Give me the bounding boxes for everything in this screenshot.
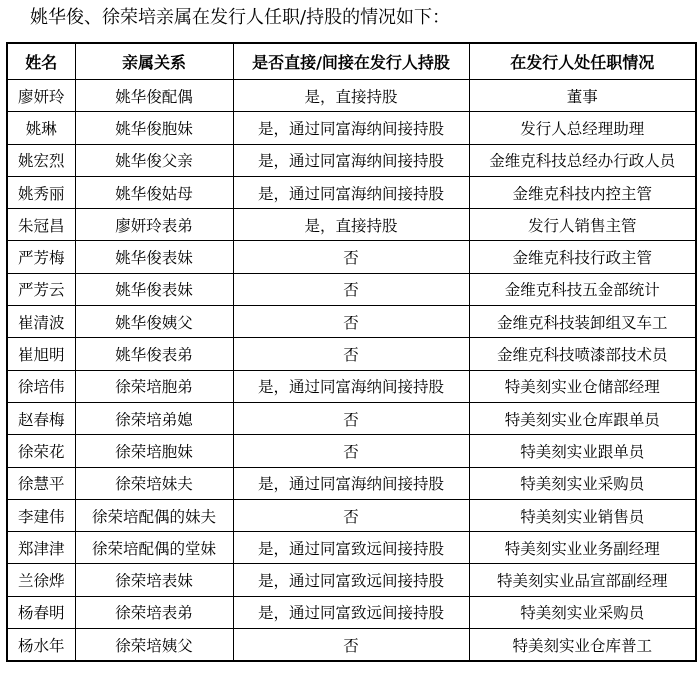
header-position: 在发行人处任职情况 [469, 43, 696, 80]
cell-relationship: 徐荣培胞妹 [75, 435, 233, 467]
table-row [7, 306, 696, 338]
cell-position: 发行人总经理助理 [469, 112, 696, 144]
cell-relationship: 徐荣培弟媳 [75, 402, 233, 434]
cell-shareholding: 是，通过同富海纳间接持股 [233, 144, 469, 176]
cell-relationship: 廖妍玲表弟 [75, 209, 233, 241]
cell-shareholding: 否 [233, 338, 469, 370]
cell-name: 李建伟 [7, 499, 75, 531]
cell-relationship: 徐荣培配偶的妹夫 [75, 499, 233, 531]
cell-name: 兰徐烨 [7, 564, 75, 596]
cell-relationship: 徐荣培胞弟 [75, 370, 233, 402]
cell-relationship: 徐荣培配偶的堂妹 [75, 532, 233, 564]
table-row [7, 112, 696, 144]
cell-shareholding: 是，直接持股 [233, 209, 469, 241]
cell-relationship: 徐荣培表妹 [75, 564, 233, 596]
cell-relationship: 徐荣培姨父 [75, 629, 233, 662]
cell-position: 金维克科技总经办行政人员 [469, 144, 696, 176]
cell-relationship: 姚华俊姨父 [75, 306, 233, 338]
cell-relationship: 姚华俊胞妹 [75, 112, 233, 144]
cell-shareholding: 否 [233, 435, 469, 467]
table-row [7, 499, 696, 531]
cell-position: 特美刻实业品宣部副经理 [469, 564, 696, 596]
cell-relationship: 姚华俊姑母 [75, 176, 233, 208]
cell-position: 金维克科技五金部统计 [469, 273, 696, 305]
cell-position: 特美刻实业业务副经理 [469, 532, 696, 564]
cell-relationship: 姚华俊配偶 [75, 80, 233, 112]
table-row [7, 532, 696, 564]
cell-shareholding: 否 [233, 273, 469, 305]
cell-name: 严芳云 [7, 273, 75, 305]
table-row [7, 273, 696, 305]
relatives-table [6, 42, 697, 662]
cell-position: 金维克科技内控主管 [469, 176, 696, 208]
cell-position: 特美刻实业采购员 [469, 467, 696, 499]
header-shareholding: 是否直接/间接在发行人持股 [233, 43, 469, 80]
cell-shareholding: 是，通过同富海纳间接持股 [233, 370, 469, 402]
table-row [7, 370, 696, 402]
table-row [7, 80, 696, 112]
cell-name: 严芳梅 [7, 241, 75, 273]
cell-position: 特美刻实业跟单员 [469, 435, 696, 467]
cell-relationship: 姚华俊表妹 [75, 241, 233, 273]
cell-relationship: 姚华俊表弟 [75, 338, 233, 370]
cell-shareholding: 否 [233, 629, 469, 662]
cell-relationship: 姚华俊父亲 [75, 144, 233, 176]
cell-name: 廖妍玲 [7, 80, 75, 112]
header-name: 姓名 [7, 43, 75, 80]
table-row [7, 144, 696, 176]
cell-position: 特美刻实业仓库跟单员 [469, 402, 696, 434]
cell-name: 姚秀丽 [7, 176, 75, 208]
cell-shareholding: 否 [233, 402, 469, 434]
header-relationship: 亲属关系 [75, 43, 233, 80]
cell-shareholding: 是，通过同富海纳间接持股 [233, 467, 469, 499]
cell-relationship: 姚华俊表妹 [75, 273, 233, 305]
cell-position: 特美刻实业采购员 [469, 596, 696, 628]
cell-name: 徐荣花 [7, 435, 75, 467]
table-row [7, 402, 696, 434]
cell-shareholding: 是，通过同富海纳间接持股 [233, 176, 469, 208]
cell-shareholding: 是，通过同富致远间接持股 [233, 564, 469, 596]
cell-name: 杨春明 [7, 596, 75, 628]
cell-relationship: 徐荣培妹夫 [75, 467, 233, 499]
table-row [7, 241, 696, 273]
table-row [7, 467, 696, 499]
table-body [7, 80, 696, 662]
cell-position: 特美刻实业仓储部经理 [469, 370, 696, 402]
cell-name: 朱冠昌 [7, 209, 75, 241]
cell-shareholding: 是，直接持股 [233, 80, 469, 112]
cell-relationship: 徐荣培表弟 [75, 596, 233, 628]
cell-name: 赵春梅 [7, 402, 75, 434]
cell-position: 金维克科技行政主管 [469, 241, 696, 273]
cell-name: 郑津津 [7, 532, 75, 564]
cell-position: 发行人销售主管 [469, 209, 696, 241]
cell-position: 特美刻实业销售员 [469, 499, 696, 531]
table-row [7, 564, 696, 596]
cell-shareholding: 否 [233, 306, 469, 338]
cell-name: 徐慧平 [7, 467, 75, 499]
cell-name: 杨水年 [7, 629, 75, 662]
table-row [7, 209, 696, 241]
table-row [7, 435, 696, 467]
table-row [7, 596, 696, 628]
intro-text: 姚华俊、徐荣培亲属在发行人任职/持股的情况如下： [30, 7, 451, 28]
table-row [7, 176, 696, 208]
table-row [7, 338, 696, 370]
cell-shareholding: 是，通过同富海纳间接持股 [233, 112, 469, 144]
cell-name: 徐培伟 [7, 370, 75, 402]
cell-position: 特美刻实业仓库普工 [469, 629, 696, 662]
cell-name: 崔清波 [7, 306, 75, 338]
cell-shareholding: 否 [233, 241, 469, 273]
cell-name: 姚琳 [7, 112, 75, 144]
cell-position: 董事 [469, 80, 696, 112]
cell-name: 崔旭明 [7, 338, 75, 370]
table-row [7, 629, 696, 662]
cell-name: 姚宏烈 [7, 144, 75, 176]
cell-position: 金维克科技装卸组叉车工 [469, 306, 696, 338]
cell-shareholding: 否 [233, 499, 469, 531]
table-header-row [7, 43, 696, 80]
cell-shareholding: 是，通过同富致远间接持股 [233, 532, 469, 564]
cell-position: 金维克科技喷漆部技术员 [469, 338, 696, 370]
cell-shareholding: 是，通过同富致远间接持股 [233, 596, 469, 628]
